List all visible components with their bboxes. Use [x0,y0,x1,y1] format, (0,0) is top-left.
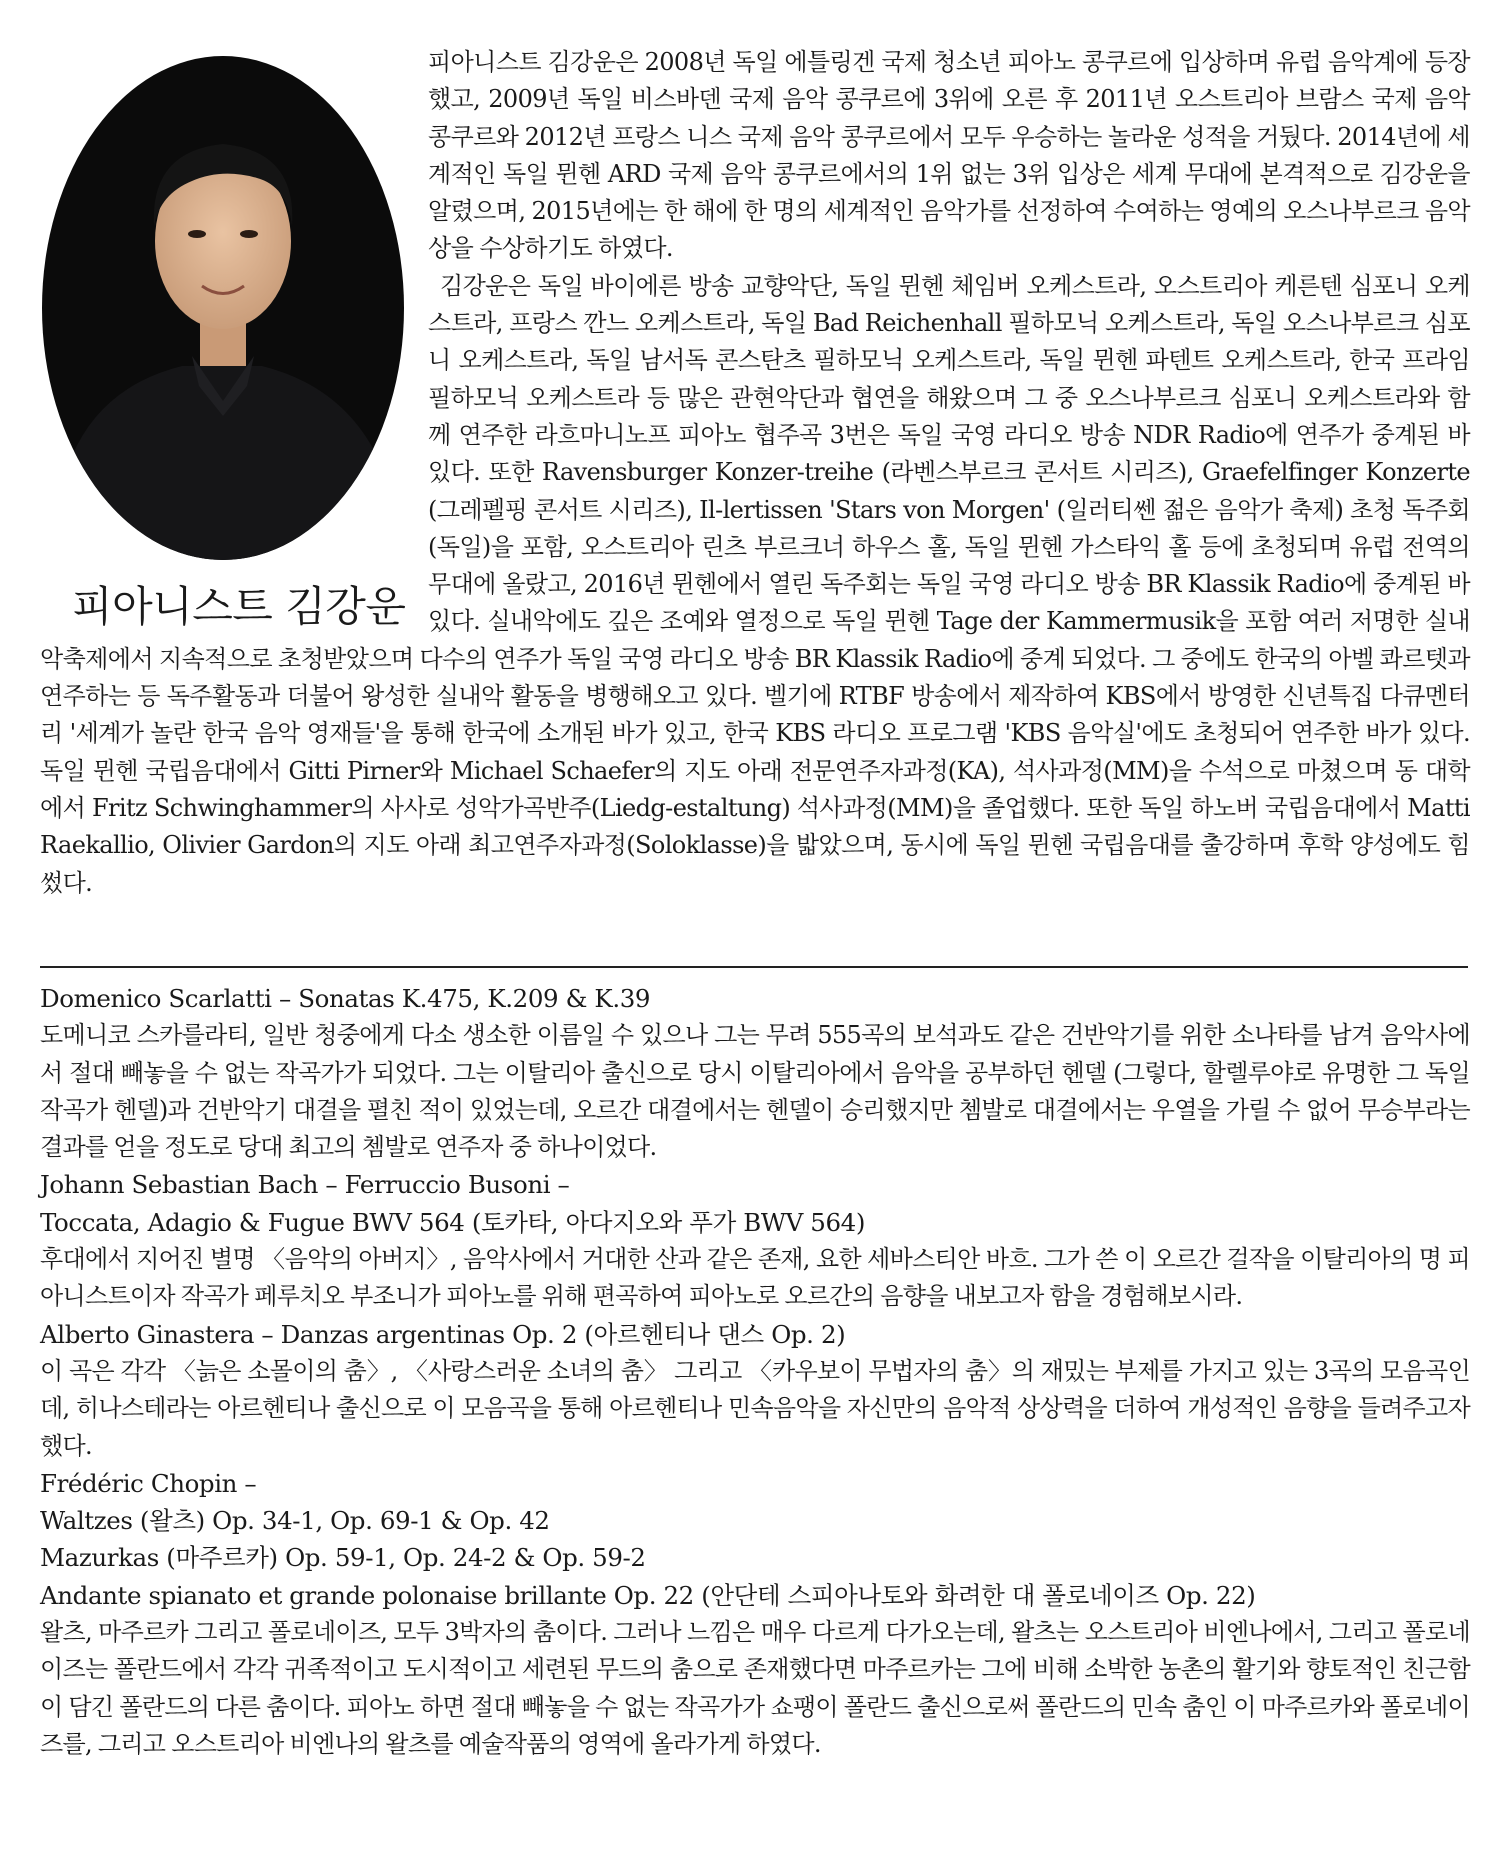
program-item-description: 도메니코 스카를라티, 일반 청중에게 다소 생소한 이름일 수 있으나 그는 무려 555곡의 보석과도 같은 건반악기를 위한 소나타를 남겨 음악사에서 절대 빼놓을 수 없는 작곡가가 되었다. 그는 이탈리아 출신으로 당시 이탈리아에서 음악을 공부하던 헨델 (그렇다, 할렐루야로 유명한 그 독일 작곡가 헨델)과 건반악기 대결을 펼친 적이 있었는데, 오르간 대결에서는 헨델이 승리했지만 쳄발로 대결에서는 우열을 가릴 수 없어 무승부라는 결과를 얻을 정도로 당대 최고의 쳄발로 연주자 중 하나이었다. [40,1021,1470,1162]
program-item-title: Toccata, Adagio & Fugue BWV 564 (토카타, 아다지오와 푸가 BWV 564) [40,1207,866,1237]
program-item-title: Mazurkas (마주르카) Op. 59-1, Op. 24-2 & Op. 59-2 [40,1543,646,1573]
program-list [40,980,1470,1763]
program-item-title: Alberto Ginastera – Danzas argentinas Op. 2 (아르헨티나 댄스 Op. 2) [40,1319,846,1349]
pianist-portrait [42,56,404,561]
program-item-description: 후대에서 지어진 별명 〈음악의 아버지〉, 음악사에서 거대한 산과 같은 존재, 요한 세바스티안 바흐. 그가 쓴 이 오르간 걸작을 이탈리아의 명 피아니스트이자 작곡가 페루치오 부조니가 피아노를 위해 편곡하여 피아노로 오르간의 음향을 내보고자 함을 경험해보시라. [40,1245,1470,1311]
program-item-description: 이 곡은 각각 〈늙은 소몰이의 춤〉, 〈사랑스러운 소녀의 춤〉 그리고 〈카우보이 무법자의 춤〉의 재밌는 부제를 가지고 있는 3곡의 모음곡인데, 히나스테라는 아르헨티나 출신으로 이 모음곡을 통해 아르헨티나 민속음악을 자신만의 음악적 상상력을 더하여 개성적인 음향을 들려주고자 했다. [40,1356,1470,1460]
program-item-title: Domenico Scarlatti – Sonatas K.475, K.209 & K.39 [40,984,651,1013]
program-item-description: 왈츠, 마주르카 그리고 폴로네이즈, 모두 3박자의 춤이다. 그러나 느낌은 매우 다르게 다가오는데, 왈츠는 오스트리아 비엔나에서, 그리고 폴로네이즈는 폴란드에서 각각 귀족적이고 도시적이고 세련된 무드의 춤으로 존재했다면 마주르카는 그에 비해 소박한 농촌의 활기와 향토적인 친근함이 담긴 폴란드의 다른 춤이다. 피아노 하면 절대 빼놓을 수 없는 작곡가가 쇼팽이 폴란드 출신으로써 폴란드의 민속 춤인 이 마주르카와 폴로네이즈를, 그리고 오스트리아 비엔나의 왈츠를 예술작품의 영역에 올라가게 하였다. [40,1618,1470,1758]
program-item-title: Johann Sebastian Bach – Ferruccio Busoni – [40,1170,570,1200]
bio-paragraph-1: 피아니스트 김강운은 2008년 독일 에틀링겐 국제 청소년 피아노 콩쿠르에 입상하며 유럽 음악계에 등장했고, 2009년 독일 비스바덴 국제 음악 콩쿠르에 3위에 오른 후 2011년 오스트리아 브람스 국제 음악 콩쿠르와 2012년 프랑스 니스 국제 음악 콩쿠르에서 모두 우승하는 놀라운 성적을 거뒀다. 2014년에 세계적인 독일 뮌헨 ARD 국제 음악 콩쿠르에서의 1위 없는 3위 입상은 세계 무대에 본격적으로 김강운을 알렸으며, 2015년에는 한 해에 한 명의 세계적인 음악가를 선정하여 수여하는 영예의 오스나부르크 음악상을 수상하기도 하였다. [428,48,1470,263]
section-divider [40,966,1468,968]
program-item-title: Andante spianato et grande polonaise brillante Op. 22 (안단테 스피아나토와 화려한 대 폴로네이즈 Op. 22) [40,1580,1256,1610]
program-item-title: Waltzes (왈츠) Op. 34-1, Op. 69-1 & Op. 42 [40,1506,550,1536]
bio-paragraph-2: 김강운은 독일 바이에른 방송 교향악단, 독일 뮌헨 체임버 오케스트라, 오스트리아 케른텐 심포니 오케스트라, 프랑스 깐느 오케스트라, 독일 Bad Reichenhall 필하모닉 오케스트라, 독일 오스나부르크 심포니 오케스트라, 독일 남서독 콘스탄츠 필하모닉 오케스트라, 독일 뮌헨 파텐트 오케스트라, 한국 프라임 필하모닉 오케스트라 등 많은 관현악단과 협연을 해왔으며 그 중 오스나부르크 심포니 오케스트라와 함께 연주한 라흐마니노프 피아노 협주곡 3번은 독일 국영 라디오 방송 NDR Radio에 연주가 중계된 바 있다. 또한 Ravensburger Konzer-treihe (라벤스부르크 콘서트 시리즈), Graefelfinger Konzerte (그레펠핑 콘서트 시리즈), Il-lertissen 'Stars von Morgen' (일러티쎈 젊은 음악가 축제) 초청 독주회(독일)을 포함, 오스트리아 린츠 부르크너 하우스 홀, 독일 뮌헨 가스타익 홀 등에 초청되며 유럽 전역의 무대에 올랐고, 2016년 뮌헨에서 열린 독주회는 독일 국영 라디오 방송 BR Klassik Radio에 중계된 바 있다. 실내악에도 깊은 조예와 열정으로 독일 뮌헨 Tage der Kammermusik을 포함 여러 저명한 실내악축제에서 지속적으로 초청받았으며 다수의 연주가 독일 국영 라디오 방송 BR Klassik Radio에 중계 되었다. 그 중에도 한국의 아벨 콰르텟과 연주하는 등 독주활동과 더불어 왕성한 실내악 활동을 병행해오고 있다. 벨기에 RTBF 방송에서 제작하여 KBS에서 방영한 신년특집 다큐멘터리 '세계가 놀란 한국 음악 영재들'을 통해 한국에 소개된 바가 있고, 한국 KBS 라디오 프로그램 'KBS 음악실'에도 초청되어 연주한 바가 있다. 독일 뮌헨 국립음대에서 Gitti Pirner와 Michael Schaefer의 지도 아래 전문연주자과정(KA), 석사과정(MM)을 수석으로 마쳤으며 동 대학에서 Fritz Schwinghammer의 사사로 성악가곡반주(Liedg-estaltung) 석사과정(MM)을 졸업했다. 또한 독일 하노버 국립음대에서 Matti Raekallio, Olivier Gardon의 지도 아래 최고연주자과정(Soloklasse)을 밟았으며, 동시에 독일 뮌헨 국립음대를 출강하며 후학 양성에도 힘썼다. [40,271,1470,897]
program-item-title: Frédéric Chopin – [40,1468,257,1498]
pianist-name-caption: 피아니스트 김강운 [72,582,406,631]
portrait-photo [42,56,404,561]
